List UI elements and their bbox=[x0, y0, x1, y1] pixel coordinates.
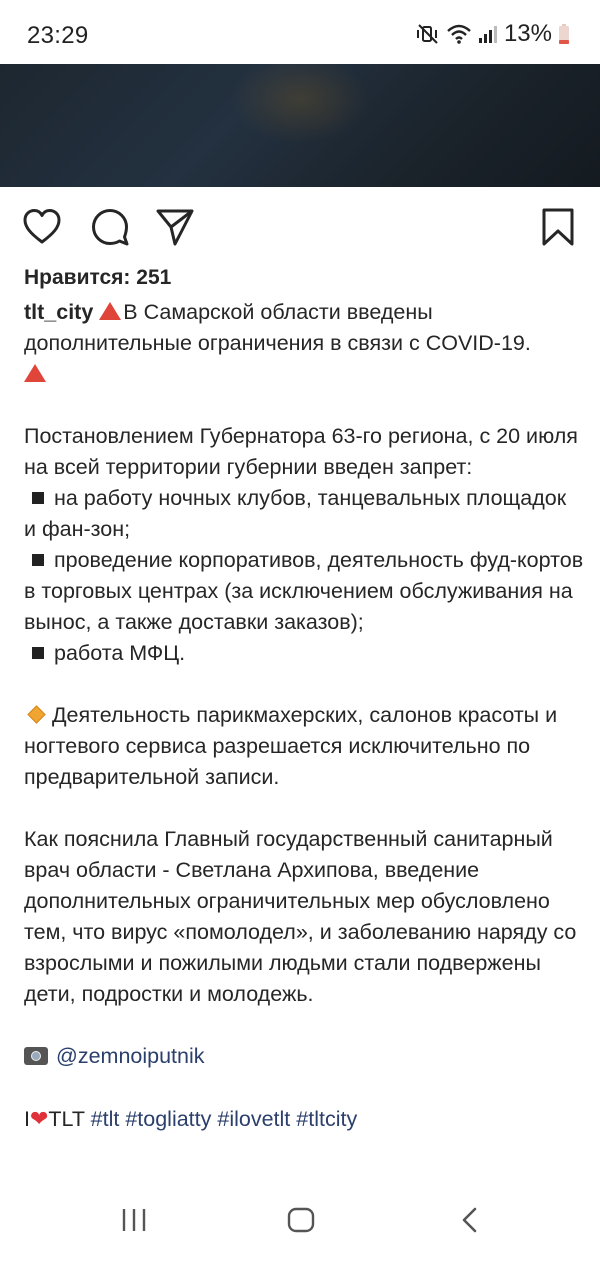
caption-p3-text: Деятельность парикмахерских, салонов красоты и ногтевого сервиса разрешается исключительно по предварительной записи. bbox=[24, 703, 558, 789]
battery-percent: 13% bbox=[503, 20, 552, 47]
bullet-text: работа МФЦ. bbox=[54, 641, 186, 665]
status-bar bbox=[0, 0, 600, 64]
hashtag-link[interactable]: #tltcity bbox=[296, 1107, 358, 1131]
black-square-icon bbox=[32, 492, 44, 504]
back-icon[interactable] bbox=[458, 1206, 482, 1239]
likes-count[interactable]: Нравится: 251 bbox=[24, 266, 172, 289]
post-actions bbox=[0, 190, 600, 260]
orange-diamond-icon bbox=[27, 706, 45, 724]
caption-p2 bbox=[24, 421, 584, 483]
tag-prefix-i: I bbox=[24, 1107, 30, 1131]
post-caption bbox=[24, 297, 584, 1135]
hashtag-link[interactable]: #ilovetlt bbox=[217, 1107, 291, 1131]
bullet-item bbox=[24, 483, 584, 545]
like-heart-icon[interactable] bbox=[22, 207, 62, 247]
red-triangle-icon bbox=[99, 302, 121, 320]
camera-icon bbox=[24, 1047, 48, 1065]
hashtag-link[interactable]: #togliatty bbox=[125, 1107, 212, 1131]
home-icon[interactable] bbox=[286, 1206, 316, 1239]
hashtag-link[interactable]: #tlt bbox=[90, 1107, 120, 1131]
caption-credit bbox=[24, 1041, 584, 1072]
system-nav-bar bbox=[0, 1180, 600, 1265]
bullet-item bbox=[24, 638, 584, 669]
caption-p3 bbox=[24, 700, 584, 793]
bullet-text: проведение корпоративов, деятельность фуд-кортов в торговых центрах (за исключением обслуживания на вынос, а также доставки заказов); bbox=[24, 548, 584, 634]
caption-tags bbox=[24, 1103, 584, 1135]
bullet-text: на работу ночных клубов, танцевальных площадок и фан-зон; bbox=[24, 486, 567, 541]
red-triangle-icon bbox=[24, 364, 46, 382]
caption-p4-text: Как пояснила Главный государственный санитарный врач области - Светлана Архипова, введение дополнительных ограничительных мер обусловлено тем, что вирус «помолодел», и заболеванию наряду со взрослыми и пожилыми людьми стали подвержены дети, подростки и молодежь. bbox=[24, 827, 577, 1006]
signal-icon bbox=[478, 23, 498, 45]
red-heart-icon: ❤ bbox=[29, 1106, 49, 1131]
black-square-icon bbox=[32, 554, 44, 566]
comment-bubble-icon[interactable] bbox=[90, 207, 130, 247]
caption-first-paragraph bbox=[24, 297, 584, 390]
recent-apps-icon[interactable] bbox=[120, 1206, 148, 1239]
mention-link[interactable]: @zemnoiputnik bbox=[56, 1044, 205, 1068]
bullet-item bbox=[24, 545, 584, 638]
caption-line1: В Самарской области введены дополнительные ограничения в связи с COVID-19. bbox=[24, 300, 531, 355]
tag-prefix-tlt: TLT bbox=[48, 1107, 85, 1131]
status-icons bbox=[416, 20, 570, 48]
caption-p2-text: Постановлением Губернатора 63-го региона, с 20 июля на всей территории губернии введен запрет: bbox=[24, 424, 578, 479]
status-time: 23:29 bbox=[27, 22, 89, 49]
wifi-icon bbox=[446, 23, 472, 45]
post-image[interactable] bbox=[0, 64, 600, 187]
black-square-icon bbox=[32, 647, 44, 659]
mute-vibrate-icon bbox=[416, 23, 440, 45]
caption-p4 bbox=[24, 824, 584, 1010]
image-highlight bbox=[230, 64, 370, 144]
share-paper-plane-icon[interactable] bbox=[155, 207, 195, 247]
post-username[interactable]: tlt_city bbox=[24, 300, 94, 324]
bookmark-icon[interactable] bbox=[538, 207, 578, 247]
battery-low-icon bbox=[558, 23, 570, 45]
